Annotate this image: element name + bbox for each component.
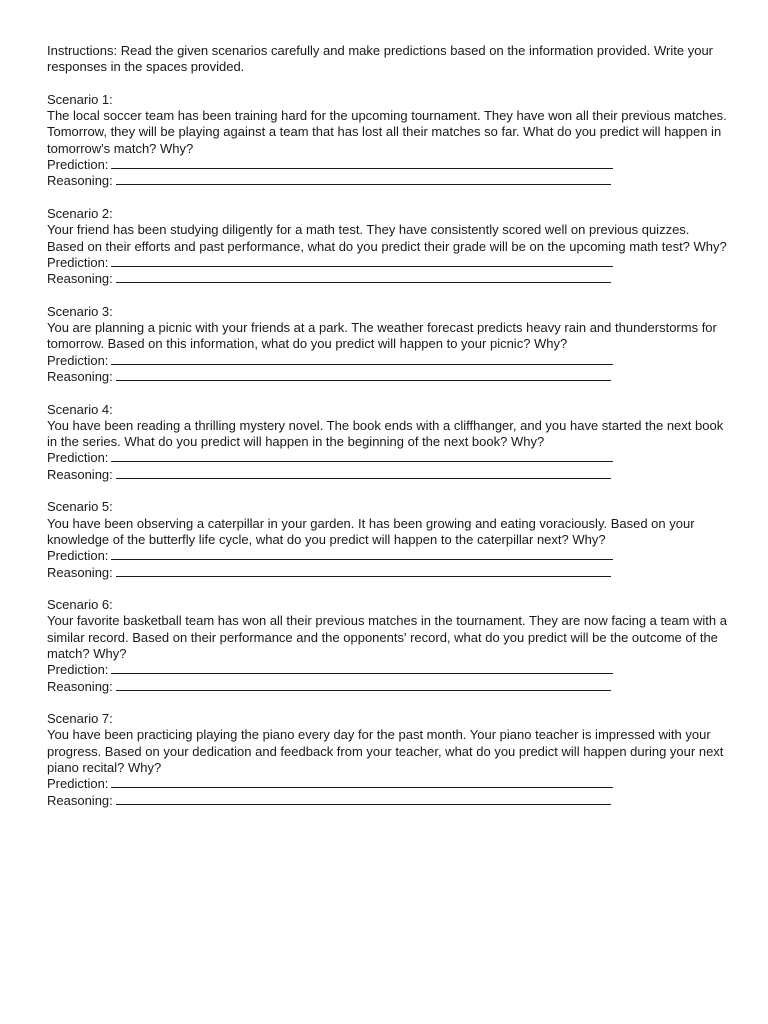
reasoning-blank[interactable] [116, 369, 611, 381]
reasoning-label: Reasoning: [47, 466, 113, 482]
prediction-line [47, 548, 727, 564]
scenario-3 [47, 304, 727, 385]
prediction-line [47, 776, 727, 792]
prediction-line [47, 255, 727, 271]
reasoning-line [47, 793, 727, 809]
prediction-line [47, 450, 727, 466]
reasoning-line [47, 271, 727, 287]
prediction-label: Prediction: [47, 450, 109, 466]
scenario-text: You have been practicing playing the piano every day for the past month. Your piano teacher is impressed with your progress. Based on your dedication and feedback from your teacher, what do you predict will happen during your next piano recital? Why? [47, 727, 724, 776]
prediction-label: Prediction: [47, 662, 109, 678]
prediction-line [47, 157, 727, 173]
reasoning-blank[interactable] [116, 565, 611, 577]
scenario-text: Your favorite basketball team has won all their previous matches in the tournament. They are now facing a team with a similar record. Based on their performance and the opponents' record, what do you predict will be the outcome of the match? Why? [47, 613, 727, 661]
prediction-label: Prediction: [47, 157, 109, 173]
scenario-6 [47, 597, 727, 695]
scenario-2 [47, 206, 727, 287]
reasoning-blank[interactable] [116, 793, 611, 805]
reasoning-line [47, 467, 727, 483]
scenario-text: The local soccer team has been training hard for the upcoming tournament. They have won all their previous matches. Tomorrow, they will be playing against a team that has lost all their matches so far. What do you predict will happen in tomorrow's match? Why? [47, 108, 727, 156]
scenario-title: Scenario 6: [47, 597, 113, 613]
prediction-blank[interactable] [111, 157, 613, 169]
reasoning-label: Reasoning: [47, 173, 113, 189]
reasoning-line [47, 565, 727, 581]
prediction-blank[interactable] [111, 450, 613, 462]
prediction-line [47, 353, 727, 369]
scenario-title: Scenario 4: [47, 401, 113, 417]
prediction-label: Prediction: [47, 254, 109, 270]
prediction-label: Prediction: [47, 548, 109, 564]
reasoning-blank[interactable] [116, 271, 611, 283]
reasoning-label: Reasoning: [47, 792, 113, 808]
reasoning-blank[interactable] [116, 467, 611, 479]
prediction-line [47, 662, 727, 678]
scenario-4 [47, 402, 727, 483]
scenario-1 [47, 92, 727, 190]
scenario-text: You have been reading a thrilling mystery novel. The book ends with a cliffhanger, and you have started the next book in the series. What do you predict will happen in the beginning of the next book? Why? [47, 417, 724, 450]
scenario-title: Scenario 5: [47, 499, 113, 515]
prediction-blank[interactable] [111, 353, 613, 365]
scenario-title: Scenario 3: [47, 303, 113, 319]
scenario-5 [47, 499, 727, 580]
prediction-label: Prediction: [47, 352, 109, 368]
prediction-label: Prediction: [47, 776, 109, 792]
scenario-text: You are planning a picnic with your friends at a park. The weather forecast predicts heavy rain and thunderstorms for tomorrow. Based on this information, what do you predict will happen to your picnic? Why? [47, 320, 717, 352]
reasoning-line [47, 369, 727, 385]
reasoning-blank[interactable] [116, 679, 611, 691]
reasoning-line [47, 679, 727, 695]
reasoning-label: Reasoning: [47, 564, 113, 580]
scenario-text: You have been observing a caterpillar in your garden. It has been growing and eating voraciously. Based on your knowledge of the butterfly life cycle, what do you predict will happen to the caterpillar next? Why? [47, 515, 695, 547]
reasoning-line [47, 173, 727, 189]
scenario-7 [47, 711, 727, 809]
prediction-blank[interactable] [111, 776, 613, 788]
worksheet-page [47, 43, 727, 825]
scenario-text: Your friend has been studying diligently for a math test. They have consistently scored well on previous quizzes. Based on their efforts and past performance, what do you predict their grade will be on the upcoming math test? Why? [47, 222, 727, 254]
reasoning-label: Reasoning: [47, 368, 113, 384]
reasoning-label: Reasoning: [47, 271, 113, 287]
reasoning-blank[interactable] [116, 173, 611, 185]
instructions-text: Instructions: Read the given scenarios carefully and make predictions based on the information provided. Write your responses in the spaces provided. [47, 43, 714, 75]
reasoning-label: Reasoning: [47, 678, 113, 694]
prediction-blank[interactable] [111, 255, 613, 267]
scenario-title: Scenario 2: [47, 205, 113, 221]
prediction-blank[interactable] [111, 548, 613, 560]
scenario-title: Scenario 1: [47, 91, 113, 107]
prediction-blank[interactable] [111, 662, 613, 674]
scenario-title: Scenario 7: [47, 711, 113, 727]
